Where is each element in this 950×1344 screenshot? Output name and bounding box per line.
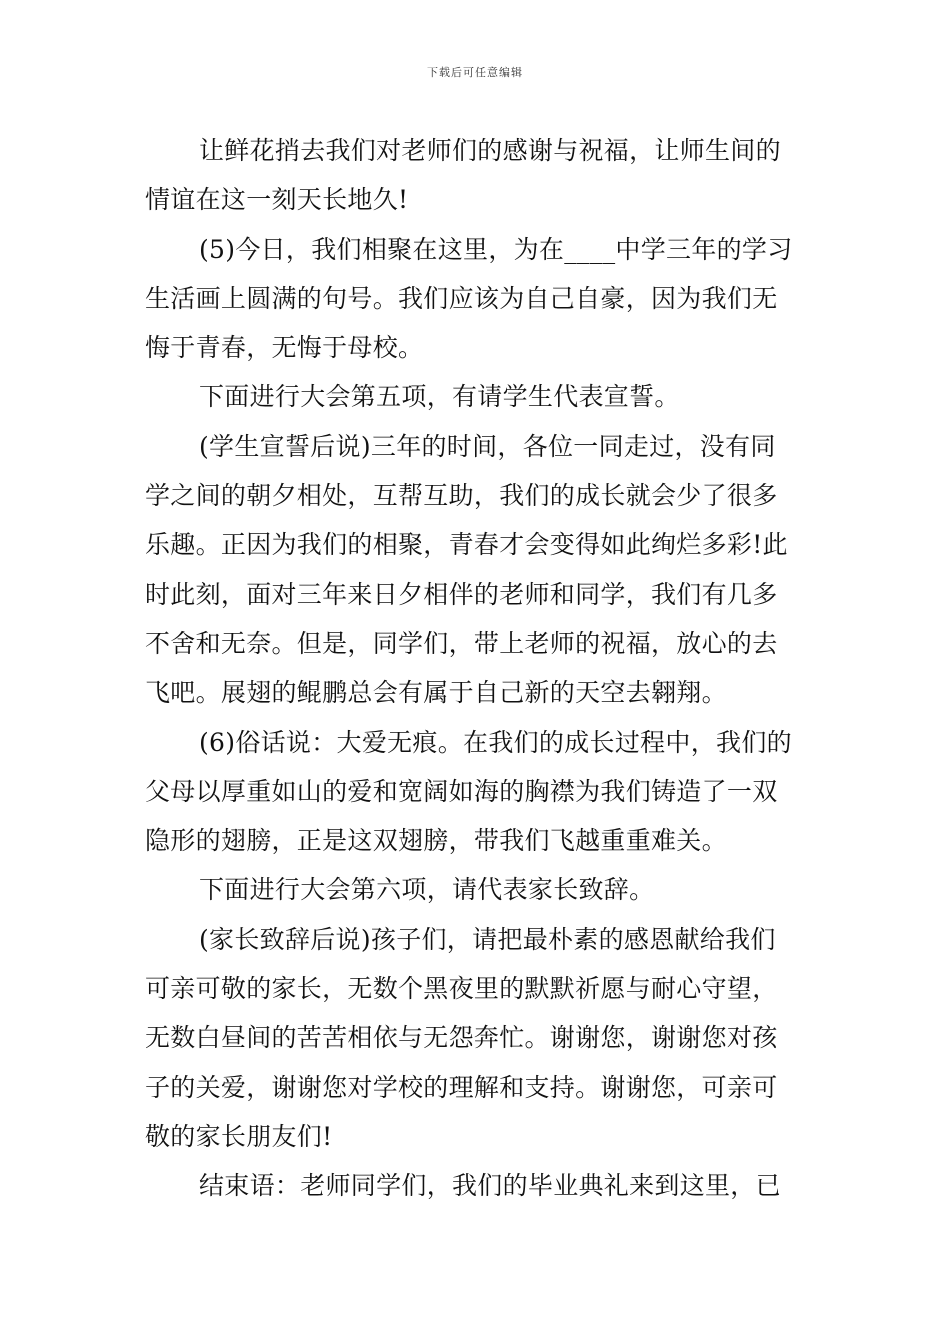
text-line: 让鲜花捎去我们对老师们的感谢与祝福，让师生间的: [199, 136, 781, 165]
text-line: (家长致辞后说)孩子们，请把最朴素的感恩献给我们: [199, 924, 776, 954]
text-line: 时此刻，面对三年来日夕相伴的老师和同学，我们有几多: [145, 579, 778, 609]
text-line: 隐形的翅膀，正是这双翅膀，带我们飞越重重难关。: [145, 826, 727, 856]
text-line: 飞吧。展翅的鲲鹏总会有属于自己新的天空去翱翔。: [145, 678, 727, 708]
page-header: 下载后可任意编辑: [427, 66, 523, 79]
text-line: (5)今日，我们相聚在这里，为在____中学三年的学习: [199, 234, 793, 264]
text-line: 无数白昼间的苦苦相依与无怨奔忙。谢谢您，谢谢您对孩: [145, 1023, 778, 1053]
text-line: 悔于青春，无悔于母校。: [145, 333, 424, 363]
text-line: 可亲可敬的家长，无数个黑夜里的默默祈愿与耐心守望，: [145, 974, 778, 1004]
text-line: 下面进行大会第六项，请代表家长致辞。: [199, 875, 655, 905]
text-line: 不舍和无奈。但是，同学们，带上老师的祝福，放心的去: [145, 628, 778, 658]
text-line: 父母以厚重如山的爱和宽阔如海的胸襟为我们铸造了一双: [145, 776, 778, 806]
text-line: 乐趣。正因为我们的相聚，青春才会变得如此绚烂多彩!此: [145, 530, 788, 560]
text-line: 结束语：老师同学们，我们的毕业典礼来到这里，已: [199, 1171, 781, 1201]
document-body: [145, 126, 810, 1211]
text-line: (6)俗话说：大爱无痕。在我们的成长过程中，我们的: [199, 727, 792, 757]
text-line: (学生宣誓后说)三年的时间，各位一同走过，没有同: [199, 431, 776, 461]
text-line: 生活画上圆满的句号。我们应该为自己自豪，因为我们无: [145, 283, 778, 313]
text-line: 下面进行大会第五项，有请学生代表宣誓。: [199, 382, 680, 412]
text-line: 学之间的朝夕相处，互帮互助，我们的成长就会少了很多: [145, 481, 778, 511]
text-line: 子的关爱，谢谢您对学校的理解和支持。谢谢您，可亲可: [145, 1072, 778, 1102]
text-line: 情谊在这一刻天长地久!: [145, 185, 409, 215]
text-line: 敬的家长朋友们!: [145, 1121, 333, 1151]
